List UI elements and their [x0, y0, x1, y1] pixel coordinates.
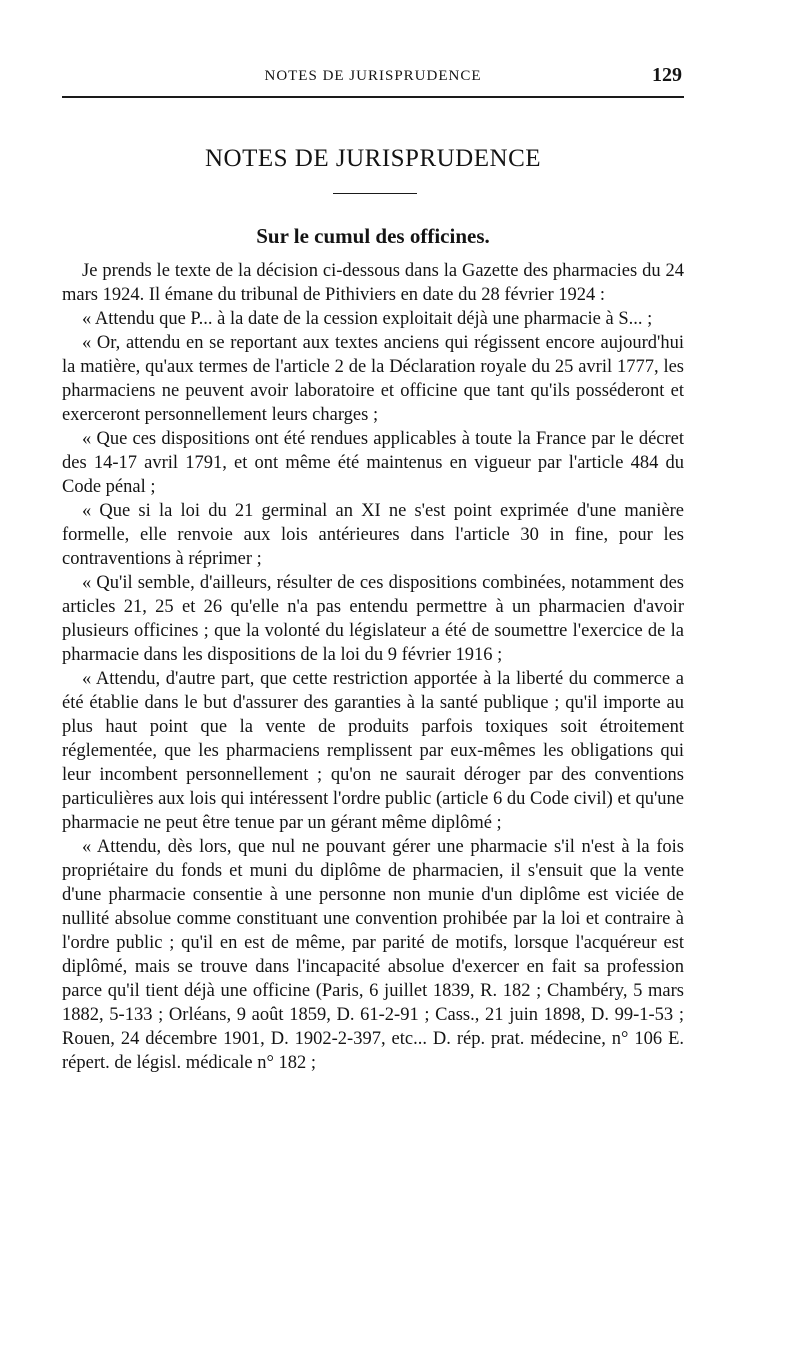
running-head: [62, 62, 684, 98]
section-title: NOTES DE JURISPRUDENCE: [204, 145, 542, 172]
title-rule: [333, 193, 417, 194]
paragraph-intro: Je prends le texte de la décision ci-dessous dans la Gazette des pharmacies du 24 mars 1924. Il émane du tribunal de Pithiviers en date du 28 février 1924 :: [62, 261, 684, 305]
paragraph-attendu-cession: « Attendu que P... à la date de la cession exploitait déjà une pharmacie à S... ;: [82, 309, 653, 329]
article-subtitle: Sur le cumul des officines.: [256, 224, 490, 248]
header-rule: [62, 96, 684, 98]
article-body: [62, 259, 684, 1075]
running-title: NOTES DE JURISPRUDENCE: [264, 68, 482, 84]
paragraph-decret-1791: « Que ces dispositions ont été rendues applicables à toute la France par le décret des 14-17 avril 1791, et ont même été maintenus en vigueur par l'article 484 du Code pénal ;: [62, 429, 684, 497]
paragraph-articles-combines: « Qu'il semble, d'ailleurs, résulter de ces dispositions combinées, notamment des articles 21, 25 et 26 qu'elle n'a pas entendu permettre à un pharmacien d'avoir plusieurs officines ; que la volonté du législateur a été de soumettre l'exercice de la pharmacie dans les dispositions de la loi du 9 février 1916 ;: [62, 573, 684, 665]
page-number: 129: [652, 64, 682, 86]
paragraph-nullite-absolue: « Attendu, dès lors, que nul ne pouvant gérer une pharmacie s'il n'est à la fois propriétaire du fonds et muni du diplôme de pharmacien, il s'ensuit que la vente d'une pharmacie consentie à une personne non munie d'un diplôme est viciée de nullité absolue comme constituant une convention prohibée par la loi et contraire à l'ordre public ; qu'il en est de même, par parité de motifs, lorsque l'acquéreur est diplômé, mais se trouve dans l'incapacité absolue d'exercer en fait sa profession parce qu'il tient déjà une officine (Paris, 6 juillet 1839, R. 182 ; Chambéry, 5 mars 1882, 5-133 ; Orléans, 9 août 1859, D. 61-2-91 ; Cass., 21 juin 1898, D. 99-1-53 ; Rouen, 24 décembre 1901, D. 1902-2-397, etc... D. rép. prat. médecine, n° 106 E. répert. de législ. médicale n° 182 ;: [62, 837, 684, 1073]
paragraph-declaration-royale: « Or, attendu en se reportant aux textes anciens qui régissent encore aujourd'hui la matière, qu'aux termes de l'article 2 de la Déclaration royale du 25 avril 1777, les pharmaciens ne peuvent avoir laboratoire et officine que tant qu'ils posséderont et exerceront personnellement leurs charges ;: [62, 333, 684, 425]
paragraph-loi-germinal: « Que si la loi du 21 germinal an XI ne s'est point exprimée d'une manière formelle, elle renvoie aux lois antérieures dans l'article 30 in fine, pour les contraventions à réprimer ;: [62, 501, 684, 569]
paragraph-sante-publique: « Attendu, d'autre part, que cette restriction apportée à la liberté du commerce a été établie dans le but d'assurer des garanties à la santé publique ; qu'il importe au plus haut point que la vente de produits parfois toxiques soit étroitement réglementée, que les pharmaciens remplissent par eux-mêmes les obligations qui leur incombent personnellement ; qu'on ne saurait déroger par des conventions particulières aux lois qui intéressent l'ordre public (article 6 du Code civil) et qu'une pharmacie ne peut être tenue par un gérant même diplômé ;: [62, 669, 684, 833]
